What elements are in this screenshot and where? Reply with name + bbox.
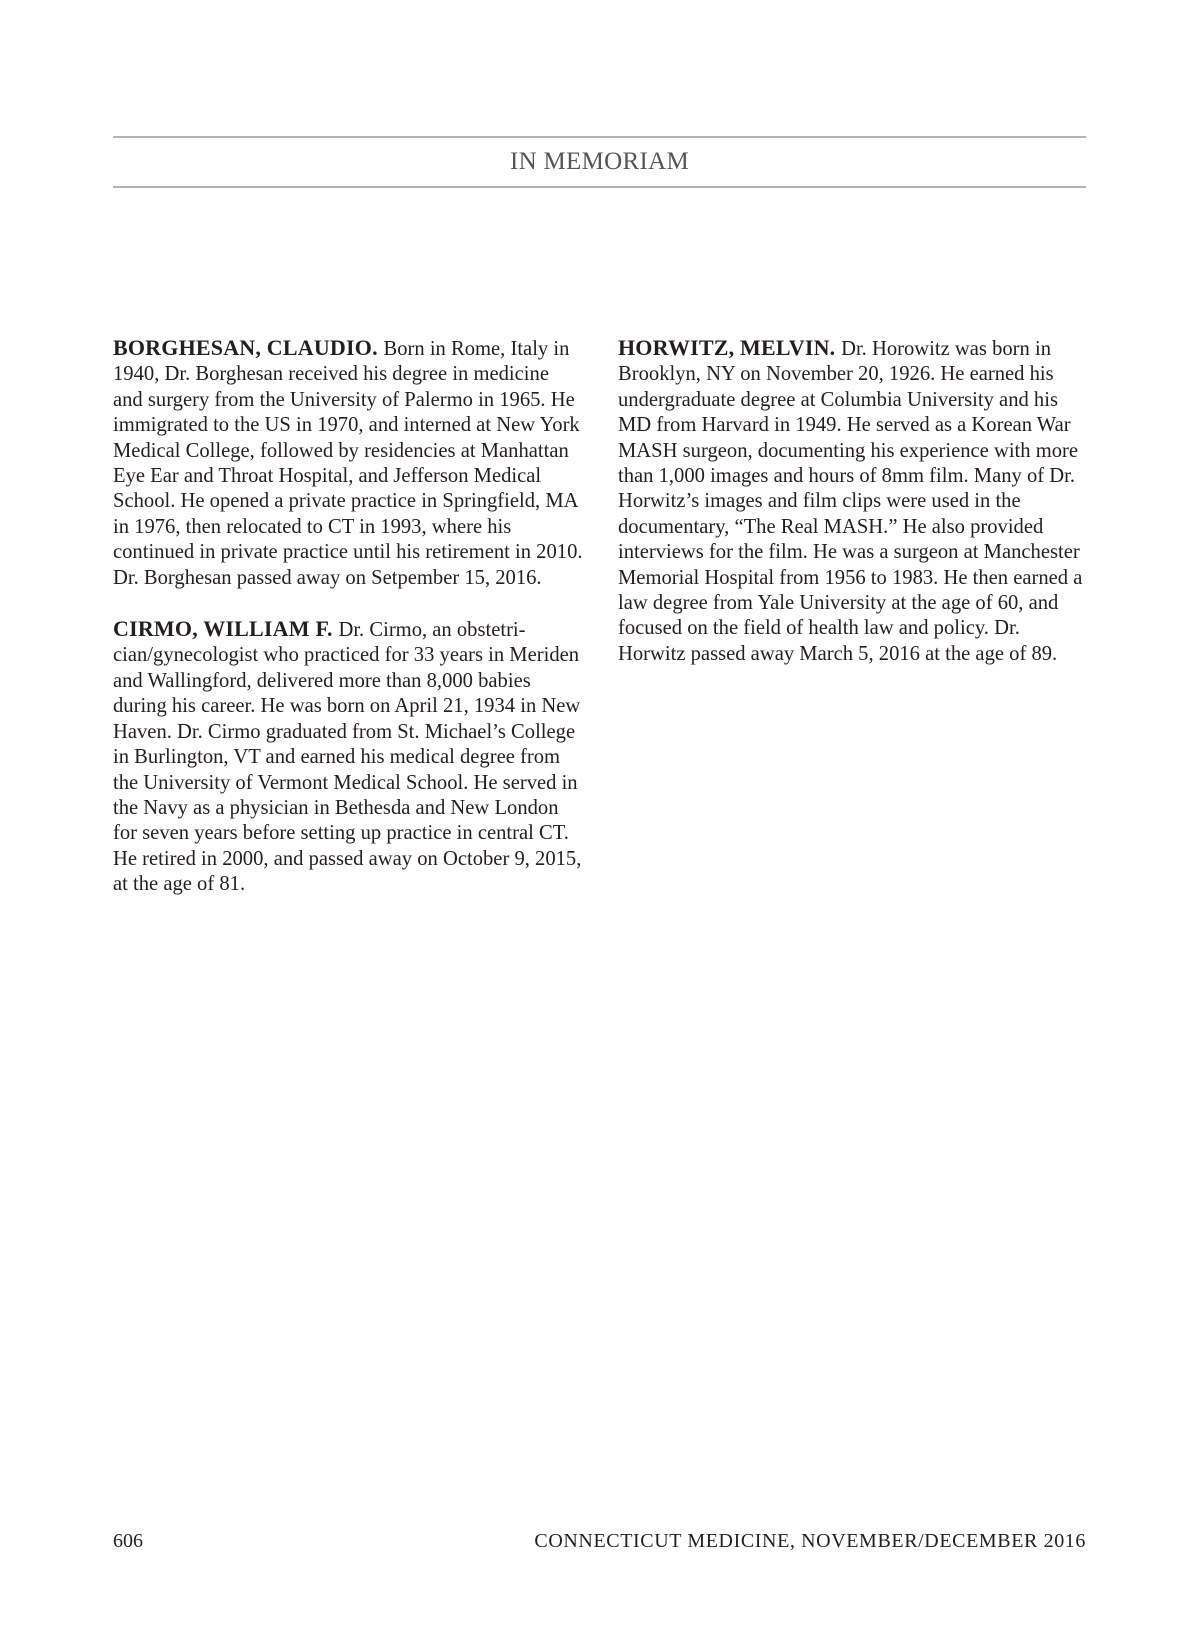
obituary-text: Born in Rome, Italy in 1940, Dr. Borghesan received his degree in medicine and surgery from the University of Palermo in 1965. He immigrated to the US in 1970, and interned at New York Medical College, followed by residencies at Manhattan Eye Ear and Throat Hospital, and Jefferson Medical School. He opened a private practice in Springfield, MA in 1976, then relocated to CT in 1993, where his continued in private practice until his retirement in 2010. Dr. Borghesan passed away on Setpember 15, 2016. bbox=[113, 338, 583, 589]
obituary-entry bbox=[113, 335, 583, 591]
obituary-text: Dr. Cirmo, an obstetrician/gynecologist who practiced for 33 years in Meriden and Wallingford, delivered more than 8,000 babies during his career. He was born on April 21, 1934 in New Haven. Dr. Cirmo graduated from St. Michael’s College in Burlington, VT and earned his medical degree from the University of Vermont Medical School. He served in the Navy as a physician in Bethesda and New London for seven years before setting up practice in central CT. He retired in 2000, and passed away on October 9, 2015, at the age of 81. bbox=[113, 619, 582, 896]
section-title: IN MEMORIAM bbox=[510, 148, 689, 175]
left-column bbox=[113, 335, 583, 923]
obituary-text: Dr. Horowitz was born in Brooklyn, NY on November 20, 1926. He earned his undergraduate degree at Columbia University and his MD from Harvard in 1949. He served as a Korean War MASH surgeon, documenting his experience with more than 1,000 images and hours of 8mm film. Many of Dr. Horwitz’s images and film clips were used in the documentary, “The Real MASH.” He also provided interviews for the film. He was a surgeon at Manchester Memorial Hospital from 1956 to 1983. He then earned a law degree from Yale University at the age of 60, and focused on the field of health law and policy. Dr. Horwitz passed away March 5, 2016 at the age of 89. bbox=[618, 338, 1083, 665]
obituary-entry bbox=[618, 335, 1088, 667]
obituary-name: HORWITZ, MELVIN. bbox=[618, 335, 842, 360]
obituary-name: BORGHESAN, CLAUDIO. bbox=[113, 335, 384, 360]
page-number: 606 bbox=[113, 1530, 143, 1552]
section-header bbox=[113, 136, 1086, 188]
journal-footer: CONNECTICUT MEDICINE, NOVEMBER/DECEMBER 2016 bbox=[534, 1530, 1086, 1552]
right-column bbox=[618, 335, 1088, 692]
obituary-entry bbox=[113, 616, 583, 897]
obituary-name: CIRMO, WILLIAM F. bbox=[113, 616, 339, 642]
